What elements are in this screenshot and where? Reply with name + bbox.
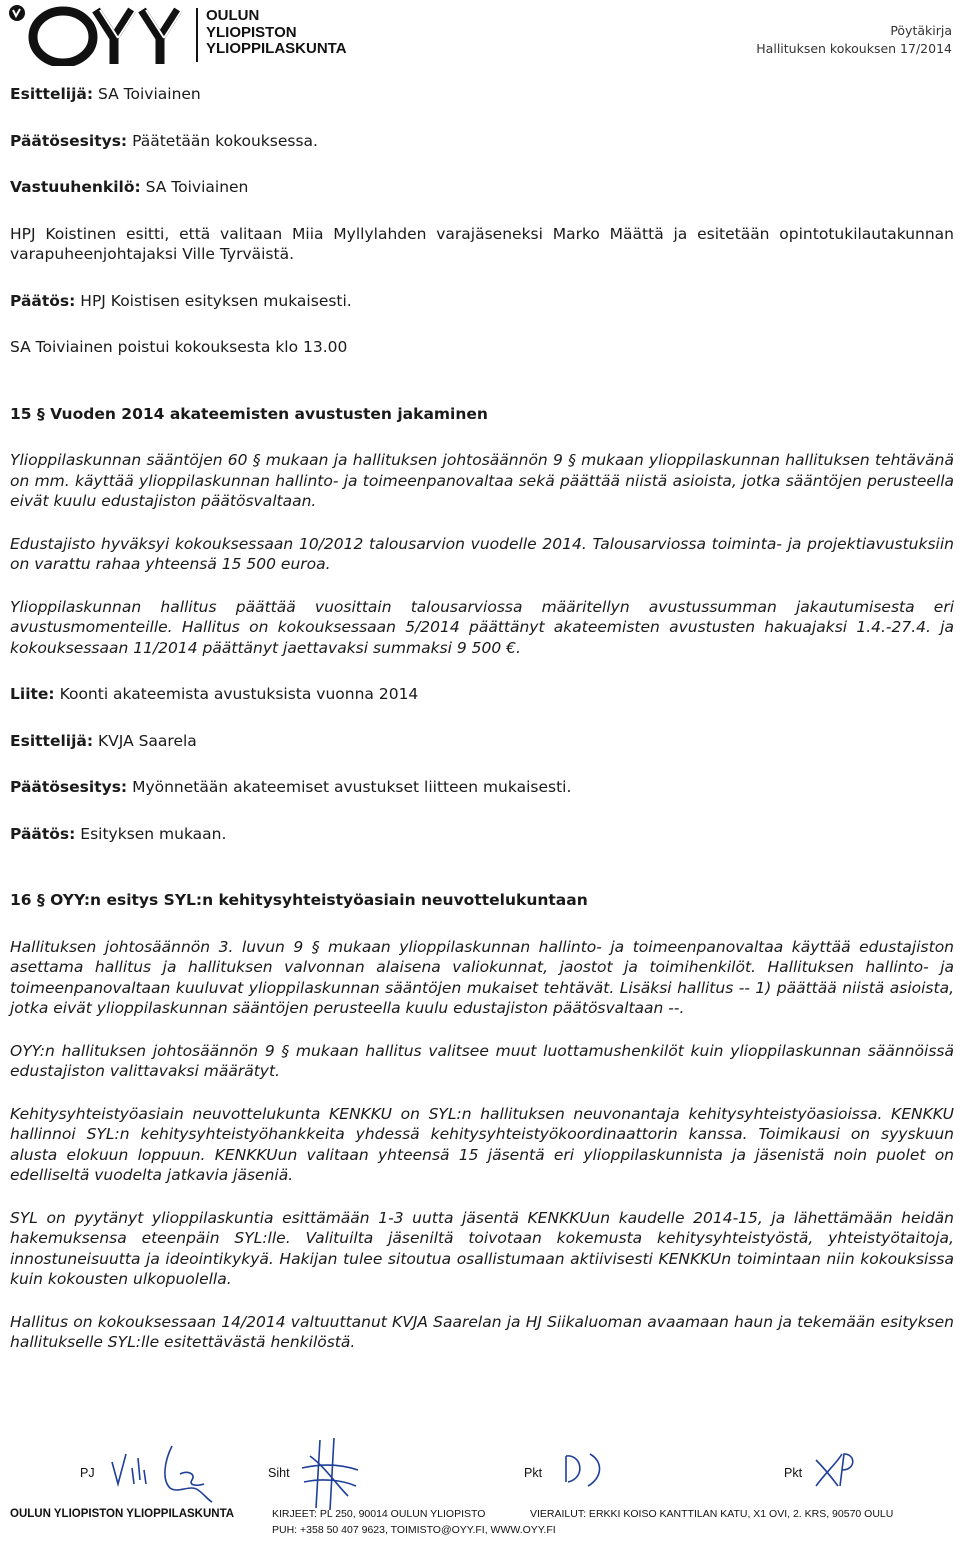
proposal-label: Päätösesitys: bbox=[10, 131, 128, 150]
section-16-paragraph-3: Kehitysyhteistyöasiain neuvottelukunta KENKKU on SYL:n hallituksen neuvonantaja kehitysyhteistyöasioissa. KENKKU hallinnoi SYL:n kehitysyhteistyöhankkeita yhdessä kehitysyhteistyökoordinaattorin kanssa. Toimikausi on syyskuun alusta elokuun loppuun. KENKKUun valitaan yhteensä 15 jäsentä eri ylioppilaskunnista ja jäsenistä noin puolet on edelliseltä vuodelta jatkavia jäseniä. bbox=[10, 1104, 954, 1184]
section-16-paragraph-4: SYL on pyytänyt ylioppilaskuntia esittämään 1-3 uutta jäsentä KENKKUun kaudelle 2014-15, ja lähettämään heidän hakemuksensa eteenpäin SYL:lle. Valituilta jäseniltä toivotaan kokemusta kehitysyhteistyöstä, yhteistyötaitoja, innostuneisuutta ja ideointikykyä. Hakijan tulee sitoutua osallistumaan aktiivisesti KENKKUn toimintaan niin kokouksissa kuin kokousten ulkopuolella. bbox=[10, 1208, 954, 1288]
minutes-content bbox=[10, 84, 954, 1353]
responsible-value: SA Toiviainen bbox=[145, 178, 249, 196]
attachment-label: Liite: bbox=[10, 685, 55, 703]
presenter-value: KVJA Saarela bbox=[98, 731, 197, 750]
presenter-value: SA Toiviainen bbox=[98, 85, 201, 103]
footer-mail-address: KIRJEET: PL 250, 90014 OULUN YLIOPISTO bbox=[272, 1508, 486, 1520]
presenter-line-1 bbox=[10, 84, 954, 105]
oyy-logo-icon bbox=[8, 4, 194, 66]
footer-contact: PUH: +358 50 407 9623, TOIMISTO@OYY.FI, WWW.OYY.FI bbox=[272, 1524, 556, 1536]
pkt-1-label: Pkt bbox=[524, 1466, 543, 1480]
pkt-2-label: Pkt bbox=[784, 1466, 803, 1480]
attachment-line bbox=[10, 684, 954, 705]
presenter-line-2 bbox=[10, 731, 954, 752]
presenter-label: Esittelijä: bbox=[10, 731, 94, 750]
responsible-label: Vastuuhenkilö: bbox=[10, 178, 141, 196]
proposal-value: Päätetään kokouksessa. bbox=[132, 131, 318, 150]
attachment-value: Koonti akateemista avustuksista vuonna 2014 bbox=[59, 685, 419, 703]
decision-value: HPJ Koistisen esityksen mukaisesti. bbox=[80, 291, 352, 310]
section-15-paragraph-3: Ylioppilaskunnan hallitus päättää vuosittain talousarviossa määritellyn avustussumman jakautumisesta eri avustusmomenteille. Hallitus on kokouksessaan 5/2014 päättänyt akateemisten avustusten hakuajaksi 1.4.-27.4. ja kokouksessaan 11/2014 päättänyt jaettavaksi summaksi 9 500 €. bbox=[10, 597, 954, 657]
decision-label: Päätös: bbox=[10, 291, 76, 310]
pj-signature-icon bbox=[108, 1440, 238, 1504]
siht-signature-icon bbox=[290, 1434, 370, 1514]
logo-divider bbox=[196, 8, 198, 62]
pkt-2-signature-icon bbox=[812, 1446, 860, 1490]
footer-visit-address: VIERAILUT: ERKKI KOISO KANTTILAN KATU, X1 OVI, 2. KRS, 90570 OULU bbox=[530, 1508, 894, 1520]
pkt-1-signature-icon bbox=[560, 1448, 610, 1492]
section-16-paragraph-1: Hallituksen johtosäännön 3. luvun 9 § mukaan ylioppilaskunnan hallinto- ja toimeenpanovaltaa käyttää edustajiston asettama hallitus ja hallituksen valvonnan alaisena valiokunnat, jaostot ja toimihenkilöt. Hallituksen hallinto- ja toimeenpanovaltaan kuuluvat ylioppilaskunnan sääntöjen mukaiset tehtävät. Lisäksi hallitus -- 1) päättää niistä asioista, jotka eivät ylioppilaskunnan sääntöjen perusteella kuulu edustajiston päätösvaltaan --. bbox=[10, 937, 954, 1017]
proposal-label: Päätösesitys: bbox=[10, 778, 128, 796]
section-15-paragraph-1: Ylioppilaskunnan sääntöjen 60 § mukaan ja hallituksen johtosäännön 9 § mukaan ylioppilaskunnan hallituksen tehtävänä on mm. käyttää ylioppilaskunnan hallinto- ja toimeenpanovaltaa sekä päättää niistä asioista, jotka sääntöjen perusteella eivät kuulu edustajiston päätösvaltaan. bbox=[10, 451, 954, 510]
section-15-paragraph-2: Edustajisto hyväksyi kokouksessaan 10/2012 talousarvion vuodelle 2014. Talousarviossa toiminta- ja projektiavustuksiin on varattu rahaa yhteensä 15 500 euroa. bbox=[10, 534, 954, 573]
org-line-3: YLIOPPILASKUNTA bbox=[206, 40, 347, 57]
decision-line-2 bbox=[10, 824, 954, 845]
section-16-paragraph-5: Hallitus on kokouksessaan 14/2014 valtuuttanut KVJA Saarelan ja HJ Siikaluoman avaamaan haun ja tekemään esityksen hallitukselle SYL:lle esitettävästä henkilöstä. bbox=[10, 1312, 954, 1351]
section-16-heading: 16 § OYY:n esitys SYL:n kehitysyhteistyöasiain neuvottelukuntaan bbox=[10, 891, 588, 909]
page-header bbox=[0, 0, 960, 80]
org-name bbox=[206, 8, 347, 58]
proposal-line-1 bbox=[10, 131, 954, 152]
footer-org: OULUN YLIOPISTON YLIOPPILASKUNTA bbox=[10, 1508, 235, 1520]
proposal-value: Myönnetään akateemiset avustukset liitteen mukaisesti. bbox=[132, 778, 572, 796]
org-line-2: YLIOPISTON bbox=[206, 23, 297, 41]
signature-row bbox=[0, 1440, 960, 1512]
org-line-1: OULUN bbox=[206, 7, 260, 24]
pj-label: PJ bbox=[80, 1466, 95, 1480]
proposal-line-2 bbox=[10, 777, 954, 798]
doc-type: Pöytäkirja bbox=[890, 23, 952, 38]
hpj-paragraph: HPJ Koistinen esitti, että valitaan Miia Myllylahden varajäseneksi Marko Määttä ja esitetään opintotukilautakunnan varapuheenjohtajaksi Ville Tyrväistä. bbox=[10, 224, 954, 263]
document-meta bbox=[756, 22, 952, 58]
presenter-label: Esittelijä: bbox=[10, 85, 94, 103]
section-16-paragraph-2: OYY:n hallituksen johtosäännön 9 § mukaan hallitus valitsee muut luottamushenkilöt kuin ylioppilaskunnan säännöissä edustajiston valittavaksi määrätyt. bbox=[10, 1041, 954, 1080]
section-15-heading: 15 § Vuoden 2014 akateemisten avustusten jakaminen bbox=[10, 404, 488, 423]
doc-reference: Hallituksen kokouksen 17/2014 bbox=[756, 41, 952, 56]
decision-label: Päätös: bbox=[10, 824, 76, 843]
leave-note: SA Toiviainen poistui kokouksesta klo 13.00 bbox=[10, 338, 348, 356]
responsible-line bbox=[10, 177, 954, 198]
decision-line-1 bbox=[10, 291, 954, 312]
decision-value: Esityksen mukaan. bbox=[80, 824, 227, 843]
siht-label: Siht bbox=[268, 1466, 290, 1480]
